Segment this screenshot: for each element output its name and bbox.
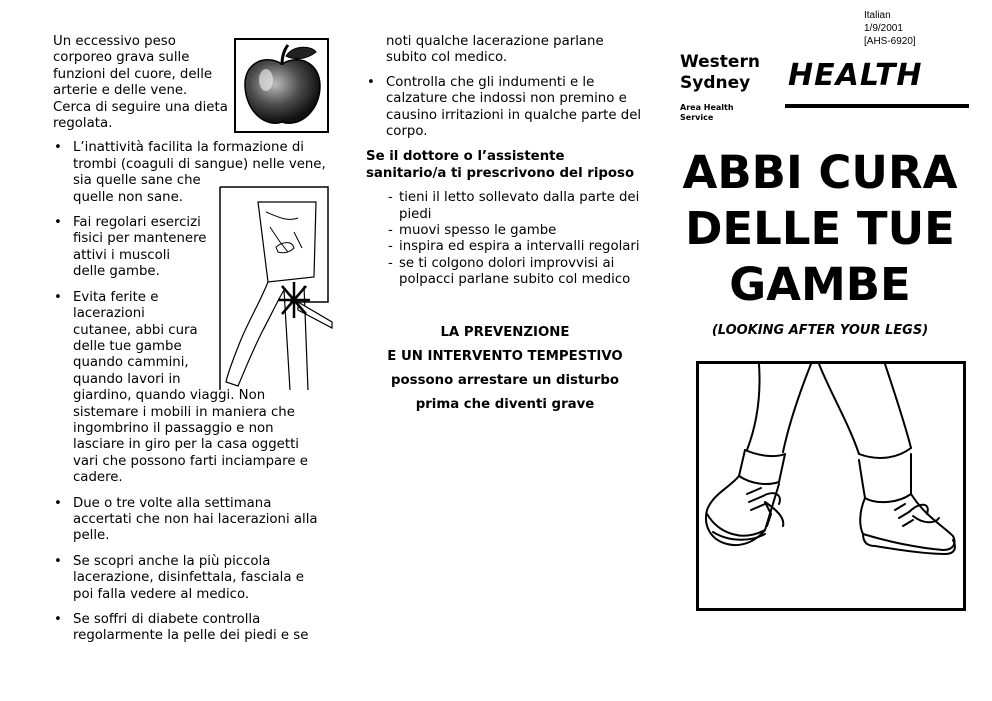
list-item — [53, 554, 328, 603]
list-item-text: Se scopri anche la più piccola lacerazione, disinfettala, fasciala e poi falla vedere al medico. — [73, 553, 304, 602]
list-item-text: Se soffri di diabete controlla regolarmente la pelle dei piedi e se — [73, 612, 309, 644]
walking-legs-icon — [699, 364, 963, 608]
title-line: DELLE TUE — [685, 202, 955, 255]
prevention-line: prima che diventi grave — [415, 396, 595, 412]
page-subtitle: (LOOKING AFTER YOUR LEGS) — [711, 323, 929, 338]
title-line: GAMBE — [729, 258, 911, 311]
list-item-text: Controlla che gli indumenti e le calzature che indossi non premino e causino irritazioni in qualche parte del corpo. — [386, 74, 642, 140]
intro-paragraph: Un eccessivo peso corporeo grava sulle funzioni del cuore, delle arterie e delle vene. Cerca di seguire una dieta regolata. — [53, 34, 228, 132]
prevention-message — [366, 321, 644, 417]
list-item: - inspira ed espira a intervalli regolari — [388, 239, 646, 255]
advice-list-2 — [366, 75, 646, 141]
list-item-text: sia quelle sane che — [73, 173, 201, 189]
list-item — [53, 496, 328, 545]
org-name — [680, 52, 760, 94]
list-item: - tieni il letto sollevato dalla parte dei piedi — [388, 190, 646, 223]
continued-text: noti qualche lacerazione parlane subito col medico. — [386, 34, 604, 66]
list-item-text: quelle non sane. — [73, 189, 183, 205]
list-item-text: quando cammini, — [73, 355, 189, 371]
column-2 — [366, 34, 646, 417]
date-label: 1/9/2001 — [864, 23, 903, 34]
language-label: Italian — [864, 10, 891, 21]
rest-heading: Se il dottore o l’assistente sanitario/a ti prescrivono del riposo — [366, 149, 635, 181]
list-item-text: Due o tre volte alla settimana accertati che non hai lacerazioni alla pelle. — [73, 495, 318, 544]
title-line: ABBI CURA — [682, 146, 958, 199]
prevention-line: LA PREVENZIONE — [440, 324, 570, 340]
list-item — [53, 612, 328, 645]
org-subtitle — [680, 103, 734, 123]
list-item-text: L’inattività facilita la formazione di trombi (coaguli di sangue) nelle vene, — [73, 140, 326, 172]
list-item-text: attivi i muscoli — [73, 247, 171, 263]
rest-list — [366, 190, 646, 288]
list-item-text: giardino, quando viaggi. Non sistemare i mobili in maniera che ingombrino il passaggio e non lasciare in giro per la casa oggetti vari che possono farti inciampare e cadere. — [73, 388, 308, 486]
apple-icon — [236, 40, 327, 131]
org-sub-line: Service — [680, 113, 714, 122]
list-item: - muovi spesso le gambe — [388, 223, 646, 239]
list-item-text: • Evita ferite e — [73, 289, 159, 305]
org-line: Western — [680, 52, 760, 72]
prevention-line: E UN INTERVENTO TEMPESTIVO — [387, 348, 623, 364]
org-sub-line: Area Health — [680, 103, 734, 112]
list-item-text: quando lavori in — [73, 371, 181, 387]
list-item-text: cutanee, abbi cura — [73, 322, 198, 338]
list-item-text: lacerazioni — [73, 306, 145, 322]
list-item: - se ti colgono dolori improvvisi ai polpacci parlane subito col medico — [388, 256, 646, 289]
apple-illustration — [234, 38, 329, 133]
list-item-text: • Fai regolari esercizi — [73, 215, 201, 231]
page-title — [670, 145, 970, 313]
walking-legs-illustration — [696, 361, 966, 611]
list-item-text: fisici per mantenere — [73, 231, 207, 247]
reference-label: [AHS-6920] — [864, 36, 916, 47]
org-line: Sydney — [680, 73, 751, 93]
health-logo: HEALTH — [788, 58, 923, 93]
divider — [785, 104, 969, 108]
leg-injury-illustration — [218, 182, 333, 392]
list-item — [366, 75, 646, 141]
document-code — [864, 9, 916, 48]
list-item-text: delle tue gambe — [73, 338, 182, 354]
prevention-line: possono arrestare un disturbo — [391, 372, 619, 388]
list-item-text: delle gambe. — [73, 264, 160, 280]
